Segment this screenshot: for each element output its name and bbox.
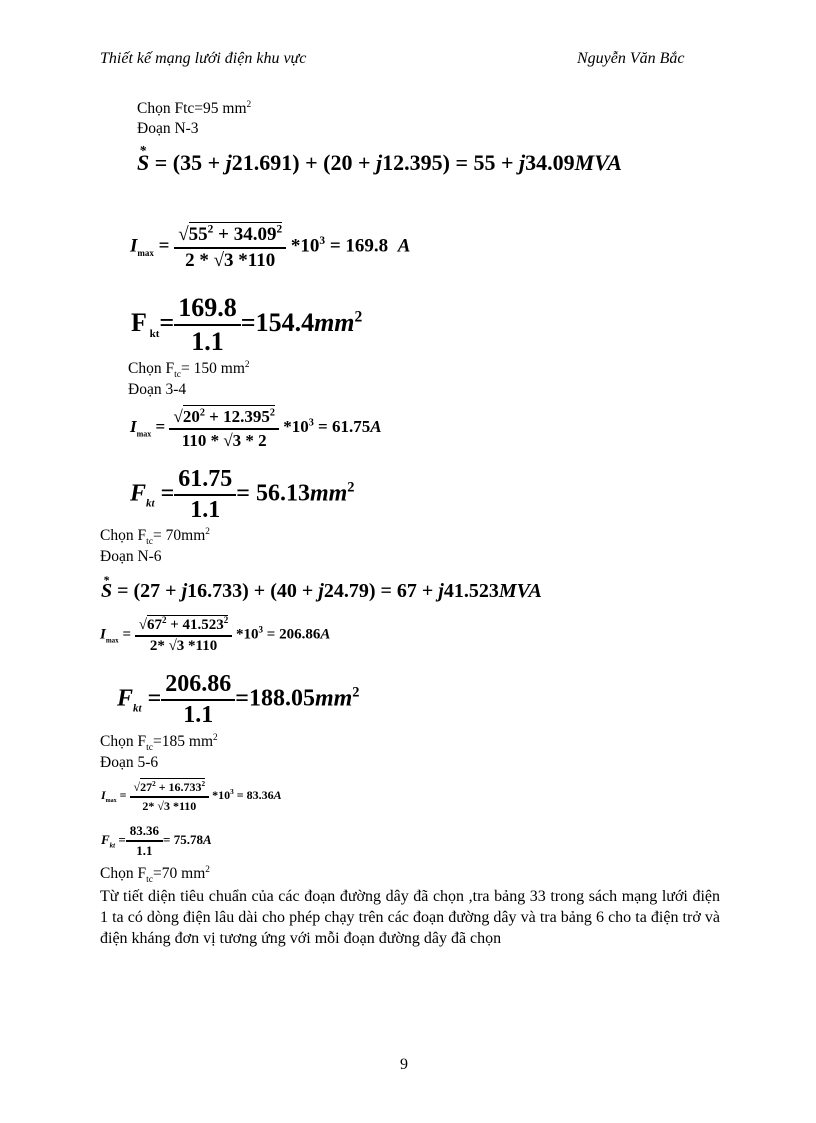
imax-equation-n6: $I_{max}$ = $\frac{√67^2 + 41.523^2}{2* √3 *110}$ $*10^3 = 206.86A$	[100, 615, 331, 654]
choose-ftc-70a: Chọn $F_{tc}= 70mm^2$	[100, 526, 210, 548]
imax-equation-n3: $I_{max}$ = $\frac{√55^2 + 34.09^2}{2 * √3 *110}$ $*10^3 = 169.8$ A	[130, 223, 411, 271]
choose-ftc-95: Chọn Ftc=95 $mm^2$	[137, 99, 252, 117]
choose-ftc-70b: Chọn $F_{tc}=70$ $mm^2$	[100, 864, 210, 886]
imax-equation-34: $I_{max}$ = $\frac{√20^2 + 12.395^2}{110 * √3 * 2}$ $*10^3 = 61.75A$	[130, 407, 382, 450]
body-paragraph: Từ tiết diện tiêu chuẩn của các đoạn đường dây đã chọn ,tra bảng 33 trong sách mạng lưới điện 1 ta có dòng điện lâu dài cho phép chạy trên các đoạn đường dây và tra bảng 6 cho ta điện trở và điện kháng đơn vị tương ứng với mỗi đoạn đường dây đã chọn	[100, 888, 720, 947]
page-number: 9	[400, 1056, 408, 1073]
header-author: Nguyễn Văn Bắc	[577, 50, 685, 67]
section-34-label: Đoạn 3-4	[128, 381, 187, 398]
fkt-equation-34: $F_{kt}$ = $\frac{61.75}{1.1}$ = $56.13mm^2$	[130, 466, 355, 523]
imax-equation-56: $I_{max}$ = $\frac{√27^2 + 16.733^2}{2* √3 *110}$ $*10^3 = 83.36A$	[101, 780, 282, 813]
choose-ftc-185: Chọn $F_{tc}=185$ $mm^2$	[100, 732, 218, 754]
section-56-label: Đoạn 5-6	[100, 754, 159, 771]
s-equation-n3: * S = (35 + j21.691) + (20 + j12.395) = 55 + j34.09MVA	[137, 150, 622, 176]
s-equation-n6: * S = (27 + j16.733) + (40 + j24.79) = 67 + j41.523MVA	[101, 580, 542, 603]
section-n6-label: Đoạn N-6	[100, 548, 162, 565]
fkt-equation-n6: $F_{kt}$ = $\frac{206.86}{1.1}$ $=188.05mm^2$	[117, 671, 360, 728]
fkt-equation-56: $F_{kt}$ = $\frac{83.36}{1.1}$ = 75.78A	[101, 823, 212, 858]
section-n3-label: Đoạn N-3	[137, 120, 199, 137]
fkt-equation-n3: F $_{kt}$= $\frac{169.8}{1.1}$ $=154.4mm^2$	[131, 293, 363, 356]
choose-ftc-150: Chọn $F_{tc}= 150$ $mm^2$	[128, 359, 250, 381]
header-title: Thiết kế mạng lưới điện khu vực	[100, 50, 307, 67]
